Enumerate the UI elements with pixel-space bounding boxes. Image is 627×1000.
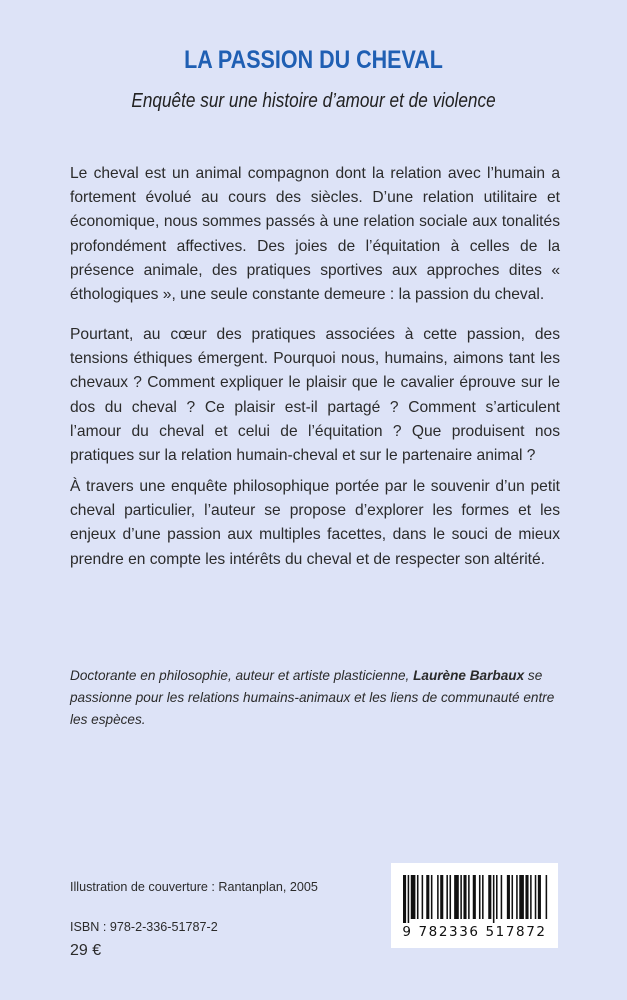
isbn: ISBN : 978-2-336-51787-2 [70,920,218,934]
barcode-bar [446,875,448,919]
barcode-bar [507,875,510,919]
barcode-bar [411,875,416,919]
barcode-bar [437,875,439,919]
barcode-bar [525,875,528,919]
barcode-bar [530,875,532,919]
barcode-bar [460,875,462,919]
book-subtitle: Enquête sur une histoire d’amour et de violence [131,90,496,112]
author-name: Laurène Barbaux [413,668,525,683]
summary-paragraph-2: Pourtant, au cœur des pratiques associées à cette passion, des tensions éthiques émergent. Pourquoi nous, humains, aimons tant les chevaux ? Comment expliquer le plaisir que le cavalier éprouve sur le dos du cheval ? Ce plaisir est-il partagé ? Comment s’articulent l’amour du cheval et celui de l’équitation ? Que produisent nos pratiques sur la relation humain-cheval et sur le partenaire animal ? [70,326,560,465]
barcode-bar [538,875,541,919]
barcode-bar [431,875,433,919]
barcode-bar [493,875,495,923]
barcode-bar [403,875,406,923]
author-bio [70,665,560,731]
author-bio-rest: se passionne pour les relations humains-animaux et les liens de communauté entre les espèces. [70,668,555,727]
barcode-bar [482,875,484,919]
book-title: LA PASSION DU CHEVAL [184,46,443,74]
barcode [391,863,558,948]
barcode-bar [496,875,498,919]
summary-paragraph-3: À travers une enquête philosophique portée par le souvenir d’un petit cheval particulier, l’auteur se propose d’explorer les formes et les enjeux d’une passion aux multiples facettes, dans le souci de mieux prendre en compte les intérêts du cheval et de respecter son altérité. [70,478,560,568]
barcode-bar [417,875,419,919]
barcode-bar [440,875,443,919]
barcode-bar [408,875,410,923]
barcode-bar [516,875,518,919]
barcode-bar [535,875,537,919]
barcode-bar [479,875,481,919]
barcode-bar [501,875,503,919]
barcode-bar [468,875,470,919]
summary-paragraph-1: Le cheval est un animal compagnon dont la relation avec l’humain a fortement évolué au cours des siècles. D’une relation utilitaire et économique, nous sommes passés à une relation sociale aux tonalités profondément affectives. Des joies de l’équitation à celles de la présence animale, des pratiques sportives aux approches dites « éthologiques », une seule constante demeure : la passion du cheval. [70,165,560,304]
barcode-bar [546,875,548,919]
barcode-bar [488,875,491,919]
barcode-bar [473,875,476,919]
cover-illustration-credit: Illustration de couverture : Rantanplan, 2005 [70,880,318,894]
barcode-bars [401,875,548,923]
barcode-bar [450,875,452,919]
barcode-number: 9 782336 517872 [402,924,547,940]
barcode-bar [512,875,514,919]
barcode-bar [463,875,466,919]
barcode-bar [519,875,524,919]
barcode-bar [454,875,459,919]
author-bio-intro: Doctorante en philosophie, auteur et artiste plasticienne, [70,668,414,683]
barcode-bar [422,875,424,919]
price: 29 € [70,942,102,959]
barcode-bar [426,875,429,919]
